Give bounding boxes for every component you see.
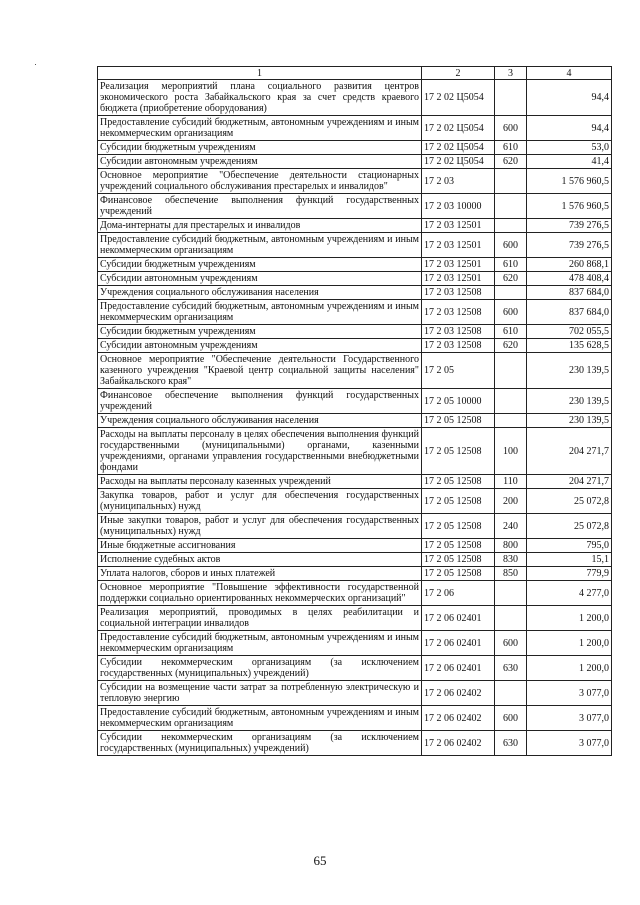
row-code: 17 2 05 12508 — [422, 475, 495, 489]
table-row — [98, 539, 612, 553]
table-row — [98, 606, 612, 631]
table-row — [98, 414, 612, 428]
row-expense-type: 610 — [495, 141, 527, 155]
row-amount: 204 271,7 — [527, 428, 612, 475]
row-name: Субсидии автономным учреждениям — [98, 272, 422, 286]
row-code: 17 2 02 Ц5054 — [422, 80, 495, 116]
row-amount: 739 276,5 — [527, 219, 612, 233]
row-amount: 230 139,5 — [527, 389, 612, 414]
row-name: Закупка товаров, работ и услуг для обеспечения государственных (муниципальных) нужд — [98, 489, 422, 514]
header-cell-vr: 3 — [495, 67, 527, 80]
row-amount: 3 077,0 — [527, 681, 612, 706]
row-amount: 478 408,4 — [527, 272, 612, 286]
row-amount: 1 200,0 — [527, 606, 612, 631]
table-row — [98, 258, 612, 272]
row-expense-type — [495, 286, 527, 300]
row-expense-type: 600 — [495, 706, 527, 731]
row-code: 17 2 02 Ц5054 — [422, 116, 495, 141]
table-row — [98, 141, 612, 155]
table-header-row — [98, 67, 612, 80]
row-amount: 739 276,5 — [527, 233, 612, 258]
row-code: 17 2 05 — [422, 353, 495, 389]
row-amount: 94,4 — [527, 80, 612, 116]
row-code: 17 2 06 02402 — [422, 681, 495, 706]
row-expense-type: 600 — [495, 300, 527, 325]
row-code: 17 2 05 12508 — [422, 539, 495, 553]
row-code: 17 2 03 12508 — [422, 339, 495, 353]
row-amount: 1 200,0 — [527, 631, 612, 656]
row-amount: 837 684,0 — [527, 286, 612, 300]
row-expense-type — [495, 219, 527, 233]
table-row — [98, 631, 612, 656]
row-code: 17 2 03 12501 — [422, 219, 495, 233]
row-amount: 25 072,8 — [527, 489, 612, 514]
table-row — [98, 489, 612, 514]
row-name: Предоставление субсидий бюджетным, автономным учреждениям и иным некоммерческим организациям — [98, 631, 422, 656]
row-name: Субсидии на возмещение части затрат за потребленную электрическую и тепловую энергию — [98, 681, 422, 706]
table-row — [98, 389, 612, 414]
row-code: 17 2 03 12501 — [422, 272, 495, 286]
row-name: Исполнение судебных актов — [98, 553, 422, 567]
row-name: Финансовое обеспечение выполнения функций государственных учреждений — [98, 194, 422, 219]
row-amount: 260 868,1 — [527, 258, 612, 272]
row-code: 17 2 06 02402 — [422, 706, 495, 731]
table-row — [98, 553, 612, 567]
row-expense-type: 600 — [495, 233, 527, 258]
row-amount: 25 072,8 — [527, 514, 612, 539]
row-code: 17 2 03 — [422, 169, 495, 194]
row-name: Предоставление субсидий бюджетным, автономным учреждениям и иным некоммерческим организациям — [98, 706, 422, 731]
row-amount: 4 277,0 — [527, 581, 612, 606]
row-amount: 230 139,5 — [527, 414, 612, 428]
row-name: Основное мероприятие "Повышение эффективности государственной поддержки социально ориентированных некоммерческих организаций" — [98, 581, 422, 606]
row-name: Основное мероприятие "Обеспечение деятельности стационарных учреждений социального обслуживания престарелых и инвалидов" — [98, 169, 422, 194]
row-name: Реализация мероприятий плана социального развития центров экономического роста Забайкальского края за счет средств краевого бюджета (приобретение оборудования) — [98, 80, 422, 116]
row-name: Финансовое обеспечение выполнения функций государственных учреждений — [98, 389, 422, 414]
table-row — [98, 428, 612, 475]
row-name: Субсидии бюджетным учреждениям — [98, 141, 422, 155]
row-amount: 53,0 — [527, 141, 612, 155]
row-expense-type — [495, 681, 527, 706]
budget-sheet — [97, 66, 611, 756]
row-amount: 1 576 960,5 — [527, 169, 612, 194]
row-name: Расходы на выплаты персоналу казенных учреждений — [98, 475, 422, 489]
header-cell-amount: 4 — [527, 67, 612, 80]
row-amount: 1 576 960,5 — [527, 194, 612, 219]
row-amount: 702 055,5 — [527, 325, 612, 339]
table-row — [98, 116, 612, 141]
row-name: Дома-интернаты для престарелых и инвалидов — [98, 219, 422, 233]
table-row — [98, 272, 612, 286]
table-row — [98, 681, 612, 706]
table-row — [98, 325, 612, 339]
row-expense-type: 620 — [495, 339, 527, 353]
row-expense-type: 610 — [495, 325, 527, 339]
row-amount: 779,9 — [527, 567, 612, 581]
row-code: 17 2 03 12501 — [422, 233, 495, 258]
row-code: 17 2 03 12508 — [422, 325, 495, 339]
row-code: 17 2 05 12508 — [422, 414, 495, 428]
row-expense-type: 630 — [495, 731, 527, 756]
row-name: Иные бюджетные ассигнования — [98, 539, 422, 553]
row-amount: 204 271,7 — [527, 475, 612, 489]
row-code: 17 2 05 12508 — [422, 553, 495, 567]
row-name: Предоставление субсидий бюджетным, автономным учреждениям и иным некоммерческим организациям — [98, 233, 422, 258]
row-expense-type — [495, 606, 527, 631]
header-cell-name: 1 — [98, 67, 422, 80]
table-row — [98, 339, 612, 353]
row-expense-type — [495, 169, 527, 194]
row-expense-type: 610 — [495, 258, 527, 272]
row-name: Учреждения социального обслуживания населения — [98, 414, 422, 428]
row-expense-type: 240 — [495, 514, 527, 539]
row-expense-type — [495, 80, 527, 116]
row-expense-type: 600 — [495, 631, 527, 656]
row-amount: 230 139,5 — [527, 353, 612, 389]
row-code: 17 2 05 12508 — [422, 428, 495, 475]
row-name: Расходы на выплаты персоналу в целях обеспечения выполнения функций государственными (муниципальными) органами, казенными учреждениями, органами управления государственными внебюджетными фондами — [98, 428, 422, 475]
row-name: Субсидии бюджетным учреждениям — [98, 258, 422, 272]
table-row — [98, 233, 612, 258]
row-name: Уплата налогов, сборов и иных платежей — [98, 567, 422, 581]
row-name: Учреждения социального обслуживания населения — [98, 286, 422, 300]
row-expense-type: 630 — [495, 656, 527, 681]
table-row — [98, 567, 612, 581]
row-expense-type — [495, 414, 527, 428]
row-code: 17 2 06 02402 — [422, 731, 495, 756]
row-code: 17 2 06 — [422, 581, 495, 606]
row-expense-type: 100 — [495, 428, 527, 475]
table-row — [98, 219, 612, 233]
row-name: Субсидии бюджетным учреждениям — [98, 325, 422, 339]
table-row — [98, 514, 612, 539]
row-amount: 3 077,0 — [527, 731, 612, 756]
row-code: 17 2 03 12508 — [422, 300, 495, 325]
row-expense-type: 600 — [495, 116, 527, 141]
row-expense-type — [495, 581, 527, 606]
table-row — [98, 353, 612, 389]
row-expense-type: 110 — [495, 475, 527, 489]
row-expense-type: 800 — [495, 539, 527, 553]
row-code: 17 2 05 10000 — [422, 389, 495, 414]
row-code: 17 2 03 10000 — [422, 194, 495, 219]
row-expense-type — [495, 353, 527, 389]
row-code: 17 2 06 02401 — [422, 606, 495, 631]
table-row — [98, 300, 612, 325]
table-row — [98, 194, 612, 219]
row-code: 17 2 03 12508 — [422, 286, 495, 300]
table-row — [98, 155, 612, 169]
table-row — [98, 80, 612, 116]
budget-table — [97, 66, 612, 756]
row-expense-type: 200 — [495, 489, 527, 514]
row-amount: 1 200,0 — [527, 656, 612, 681]
row-expense-type: 620 — [495, 155, 527, 169]
row-name: Основное мероприятие "Обеспечение деятельности Государственного казенного учреждения "Краевой центр социальной защиты населения" Забайкальского края" — [98, 353, 422, 389]
row-amount: 15,1 — [527, 553, 612, 567]
row-code: 17 2 05 12508 — [422, 567, 495, 581]
scan-dot — [35, 64, 36, 65]
table-row — [98, 706, 612, 731]
row-name: Субсидии некоммерческим организациям (за исключением государственных (муниципальных) учреждений) — [98, 656, 422, 681]
row-amount: 837 684,0 — [527, 300, 612, 325]
row-code: 17 2 05 12508 — [422, 514, 495, 539]
table-row — [98, 731, 612, 756]
row-amount: 3 077,0 — [527, 706, 612, 731]
row-expense-type: 850 — [495, 567, 527, 581]
row-name: Предоставление субсидий бюджетным, автономным учреждениям и иным некоммерческим организациям — [98, 116, 422, 141]
table-row — [98, 475, 612, 489]
row-name: Предоставление субсидий бюджетным, автономным учреждениям и иным некоммерческим организациям — [98, 300, 422, 325]
row-amount: 41,4 — [527, 155, 612, 169]
header-cell-code: 2 — [422, 67, 495, 80]
row-amount: 94,4 — [527, 116, 612, 141]
row-expense-type: 620 — [495, 272, 527, 286]
page-number: 65 — [313, 853, 327, 868]
row-name: Субсидии автономным учреждениям — [98, 339, 422, 353]
row-amount: 795,0 — [527, 539, 612, 553]
row-expense-type: 830 — [495, 553, 527, 567]
row-amount: 135 628,5 — [527, 339, 612, 353]
table-row — [98, 286, 612, 300]
row-name: Субсидии автономным учреждениям — [98, 155, 422, 169]
row-code: 17 2 06 02401 — [422, 631, 495, 656]
row-code: 17 2 05 12508 — [422, 489, 495, 514]
row-name: Субсидии некоммерческим организациям (за исключением государственных (муниципальных) учреждений) — [98, 731, 422, 756]
row-expense-type — [495, 389, 527, 414]
row-code: 17 2 06 02401 — [422, 656, 495, 681]
row-code: 17 2 02 Ц5054 — [422, 141, 495, 155]
row-name: Иные закупки товаров, работ и услуг для обеспечения государственных (муниципальных) нужд — [98, 514, 422, 539]
row-code: 17 2 02 Ц5054 — [422, 155, 495, 169]
table-row — [98, 581, 612, 606]
row-name: Реализация мероприятий, проводимых в целях реабилитации и социальной интеграции инвалидов — [98, 606, 422, 631]
table-row — [98, 169, 612, 194]
table-row — [98, 656, 612, 681]
row-expense-type — [495, 194, 527, 219]
row-code: 17 2 03 12501 — [422, 258, 495, 272]
